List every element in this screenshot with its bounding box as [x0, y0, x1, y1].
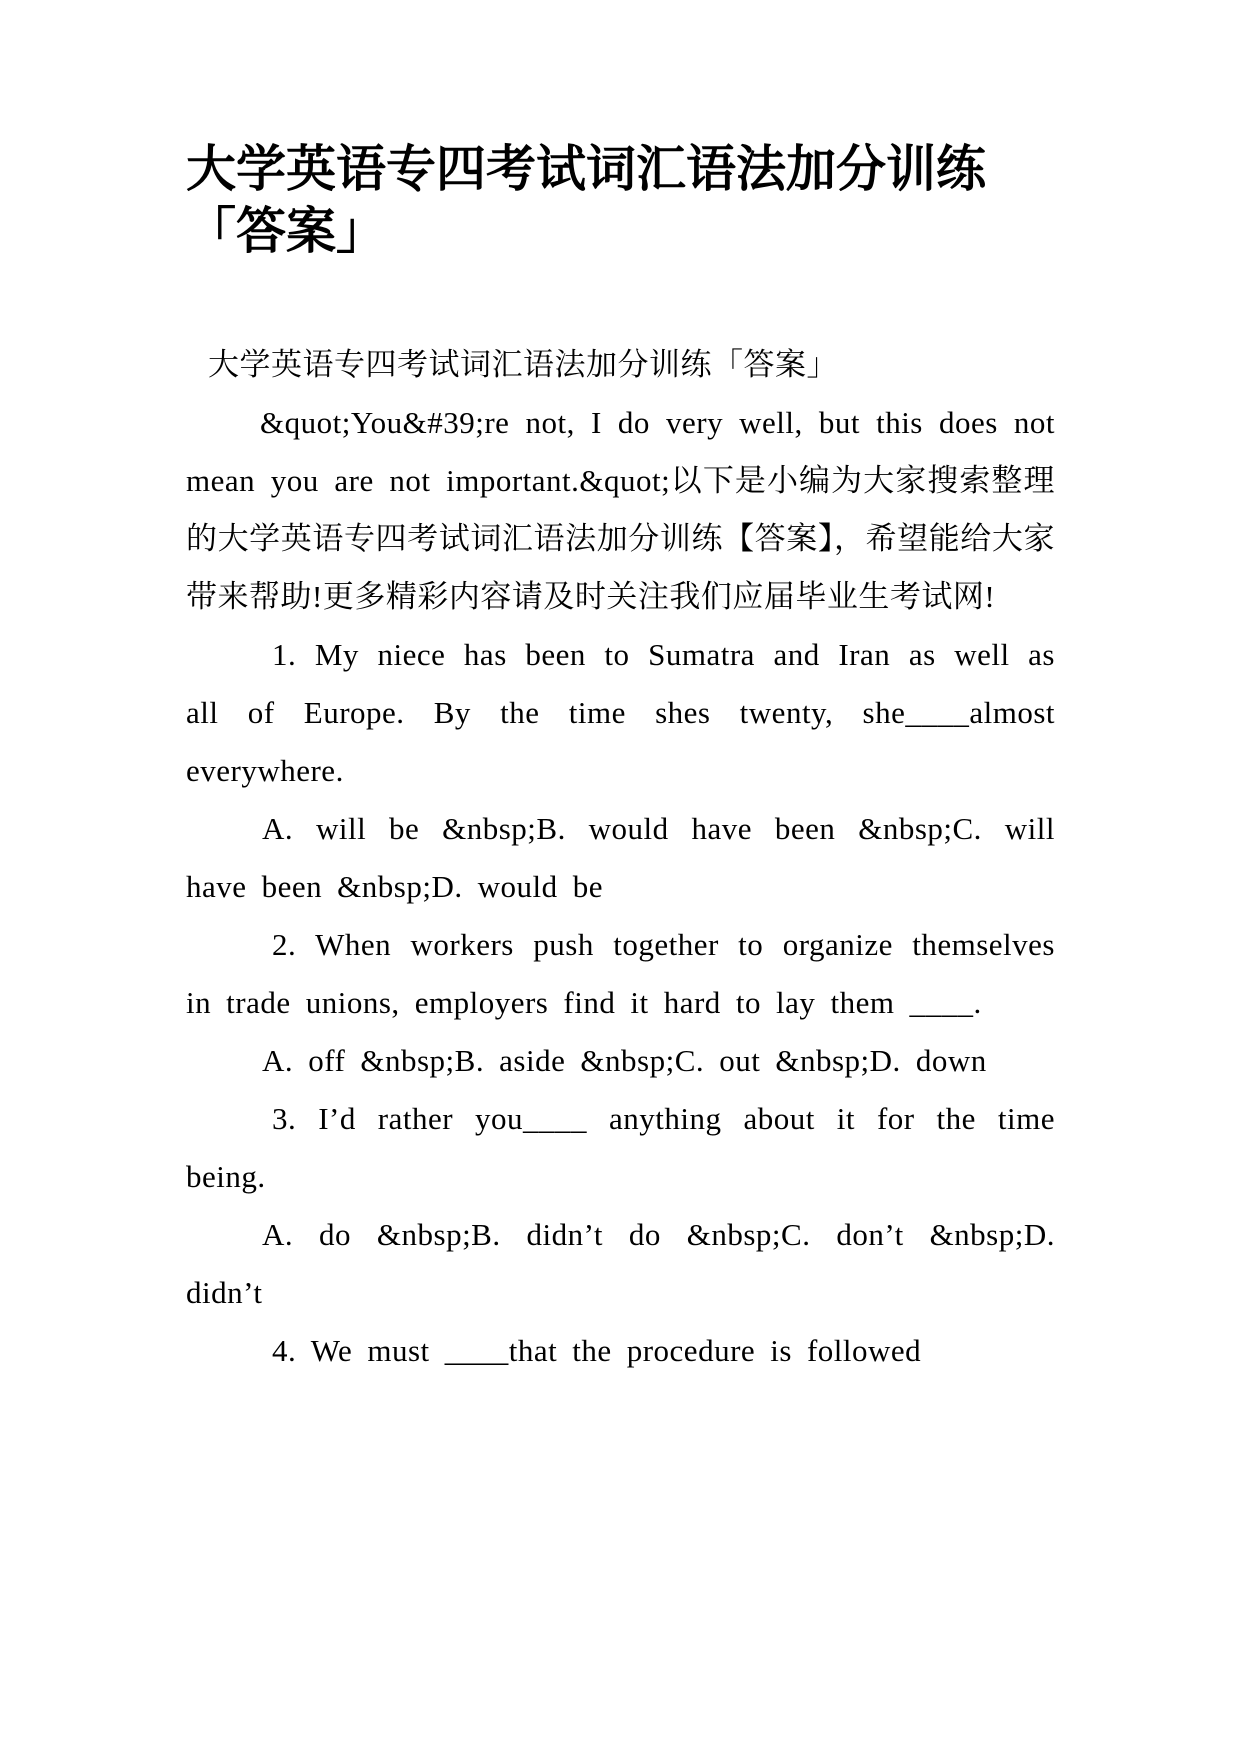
question-2-stem: 2. When workers push together to organize themselves in trade unions, employers find it hard to lay them ____. [186, 927, 1055, 1020]
intro-paragraph: &quot;You&#39;re not, I do very well, but this does not mean you are not important.&quot;以下是小编为大家搜索整理的大学英语专四考试词汇语法加分训练【答案】，希望能给大家带来帮助!更多精彩内容请及时关注我们应届毕业生考试网! [186, 405, 1055, 614]
question-2-options: A. off &nbsp;B. aside &nbsp;C. out &nbsp;D. down [262, 1043, 987, 1078]
article-subtitle: 大学英语专四考试词汇语法加分训练「答案」 [208, 347, 838, 382]
page-title: 大学英语专四考试词汇语法加分训练「答案」 [186, 141, 986, 259]
question-1-options: A. will be &nbsp;B. would have been &nbsp;C. will have been &nbsp;D. would be [186, 811, 1055, 904]
question-3-options: A. do &nbsp;B. didn’t do &nbsp;C. don’t &nbsp;D. didn’t [186, 1217, 1055, 1310]
question-4-stem: 4. We must ____that the procedure is followed [272, 1333, 922, 1368]
question-3-stem: 3. I’d rather you____ anything about it for the time being. [186, 1101, 1055, 1194]
question-1-stem: 1. My niece has been to Sumatra and Iran as well as all of Europe. By the time shes twenty, she____almost everywhere. [186, 637, 1055, 788]
